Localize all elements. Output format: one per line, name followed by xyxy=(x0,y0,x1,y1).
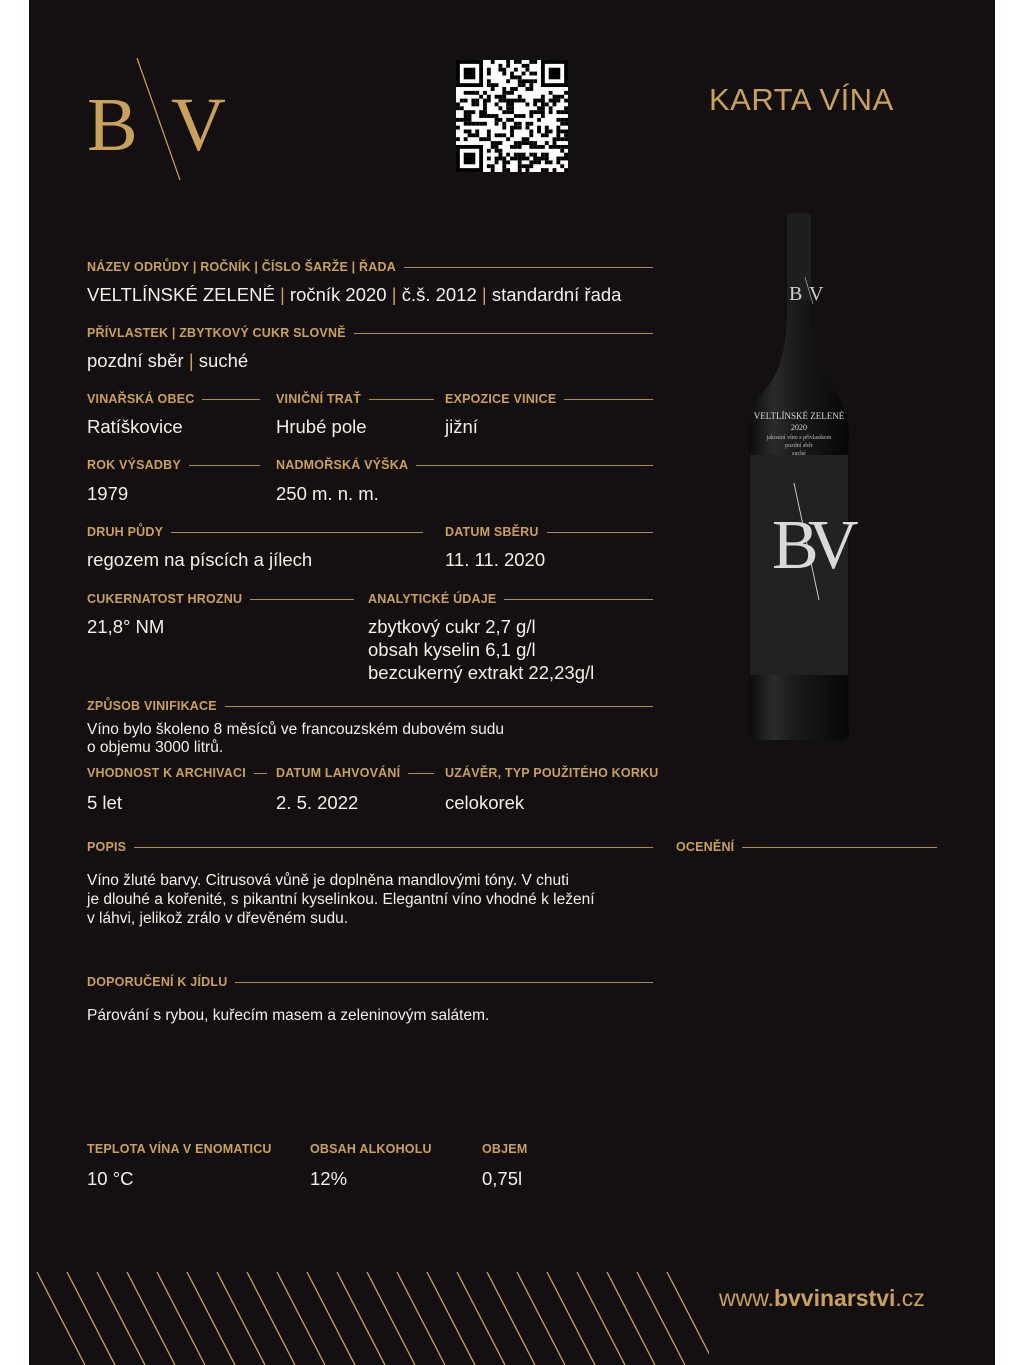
objem-value: 0,75l xyxy=(482,1168,523,1189)
cukernatost-label: CUKERNATOST HROZNU xyxy=(87,592,354,606)
trat-label: VINIČNÍ TRAŤ xyxy=(276,392,434,406)
svg-text:V: V xyxy=(809,283,824,305)
archivace-label: VHODNOST K ARCHIVACI xyxy=(87,766,267,780)
odruda-rocnik: ročník 2020 xyxy=(289,284,387,305)
svg-text:B: B xyxy=(87,83,138,167)
odruda-rada: standardní řada xyxy=(491,284,622,305)
archivace-value: 5 let xyxy=(87,792,122,813)
page-title: KARTA VÍNA xyxy=(709,82,894,117)
expozice-label: EXPOZICE VINICE xyxy=(445,392,653,406)
popis-line1: Víno žluté barvy. Citrusová vůně je doplněna mandlovými tóny. V chuti xyxy=(87,872,569,889)
bottle-label-name: VELTLÍNSKÉ ZELENÉ xyxy=(753,411,845,421)
puda-label: DRUH PŮDY xyxy=(87,525,423,539)
wine-card xyxy=(29,0,995,1365)
uzaver-value: celokorek xyxy=(445,792,525,813)
svg-text:B: B xyxy=(789,283,803,305)
teplota-label: TEPLOTA VÍNA V ENOMATICU xyxy=(87,1142,272,1156)
objem-label: OBJEM xyxy=(482,1142,528,1156)
popis-line3: v láhvi, jelikož zrálo v dřevěném sudu. xyxy=(87,910,349,927)
sber-value: 11. 11. 2020 xyxy=(445,549,546,570)
expozice-value: jižní xyxy=(445,416,478,437)
vinifikace-line2: o objemu 3000 litrů. xyxy=(87,739,224,756)
alkohol-label: OBSAH ALKOHOLU xyxy=(310,1142,432,1156)
bottle-label-year: 2020 xyxy=(791,423,807,432)
obec-label: VINAŘSKÁ OBEC xyxy=(87,392,260,406)
privlastek-value: pozdní sběr | suché xyxy=(87,350,249,371)
trat-value: Hrubé pole xyxy=(276,416,367,437)
vinifikace-label: ZPŮSOB VINIFIKACE xyxy=(87,699,653,713)
odruda-sarze: č.š. 2012 xyxy=(401,284,477,305)
analyticke-label: ANALYTICKÉ ÚDAJE xyxy=(368,592,653,606)
alkohol-value: 12% xyxy=(310,1168,348,1189)
analyticke-line3: bezcukerný extrakt 22,23g/l xyxy=(368,662,595,683)
uzaver-label: UZÁVĚR, TYP POUŽITÉHO KORKU xyxy=(445,766,659,780)
popis-label: POPIS xyxy=(87,840,653,854)
wine-bottle-image xyxy=(729,210,869,750)
odruda-label: NÁZEV ODRŮDY | ROČNÍK | ČÍSLO ŠARŽE | ŘADA xyxy=(87,260,653,274)
svg-text:V: V xyxy=(808,507,859,584)
oceneni-label: OCENĚNÍ xyxy=(676,840,937,854)
lahvovani-label: DATUM LAHVOVÁNÍ xyxy=(276,766,434,780)
bottle-label-line3: suché xyxy=(792,451,806,457)
vinifikace-line1: Víno bylo školeno 8 měsíců ve francouzském dubovém sudu xyxy=(87,721,505,738)
jidlo-label: DOPORUČENÍ K JÍDLU xyxy=(87,975,653,989)
jidlo-value: Párování s rybou, kuřecím masem a zeleninovým salátem. xyxy=(87,1007,490,1024)
brand-logo xyxy=(87,58,237,182)
teplota-value: 10 °C xyxy=(87,1168,134,1189)
svg-text:V: V xyxy=(171,83,226,167)
rok-value: 1979 xyxy=(87,483,129,504)
odruda-name: VELTLÍNSKÉ ZELENÉ xyxy=(87,284,275,305)
sber-label: DATUM SBĚRU xyxy=(445,525,653,539)
obec-value: Ratíškovice xyxy=(87,416,183,437)
bottle-label-line2: pozdní sběr xyxy=(785,443,813,449)
privlastek-label: PŘÍVLASTEK | ZBYTKOVÝ CUKR SLOVNĚ xyxy=(87,326,653,340)
rok-label: ROK VÝSADBY xyxy=(87,458,260,472)
bottle-label-line1: jakostní víno s přívlastkem xyxy=(766,435,832,441)
analyticke-line1: zbytkový cukr 2,7 g/l xyxy=(368,616,536,637)
popis-line2: je dlouhé a kořenité, s pikantní kyselinkou. Elegantní víno vhodné k ležení xyxy=(87,891,595,908)
cukernatost-value: 21,8° NM xyxy=(87,616,165,637)
vyska-label: NADMOŘSKÁ VÝŠKA xyxy=(276,458,653,472)
decorative-stripes xyxy=(29,1272,709,1365)
website-link[interactable]: www.bvvinarstvi.cz xyxy=(719,1285,925,1311)
analyticke-line2: obsah kyselin 6,1 g/l xyxy=(368,639,536,660)
odruda-value: VELTLÍNSKÉ ZELENÉ | ročník 2020 | č.š. 2012 | standardní řada xyxy=(87,284,622,305)
vyska-value: 250 m. n. m. xyxy=(276,483,379,504)
puda-value: regozem na píscích a jílech xyxy=(87,549,313,570)
qr-code[interactable] xyxy=(456,60,568,172)
lahvovani-value: 2. 5. 2022 xyxy=(276,792,359,813)
svg-text:B: B xyxy=(772,507,819,584)
